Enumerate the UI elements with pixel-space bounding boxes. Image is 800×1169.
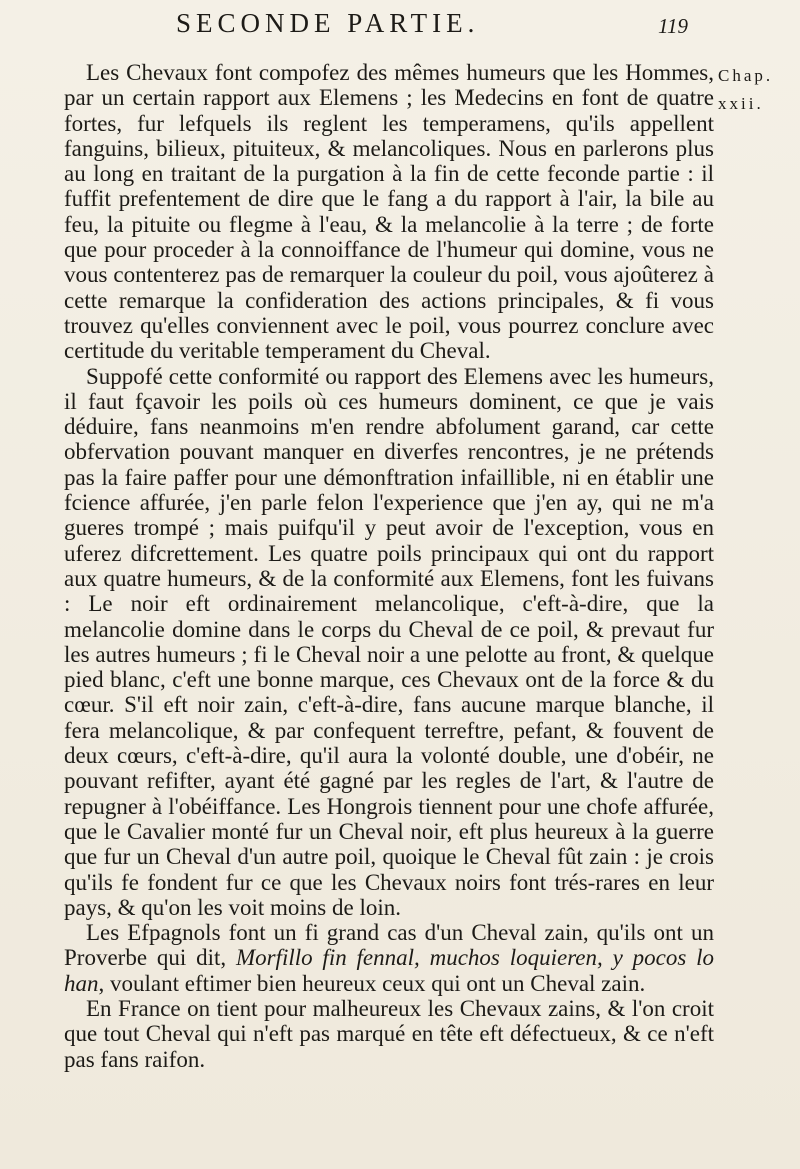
paragraph-1 [64, 60, 714, 364]
paragraph-4-text: En France on tient pour malheureux les Chevaux zains, & l'on croit que tout Cheval qui n'eft pas marqué en tête eft défectueux, & ce n'eft pas fans raifon. [64, 995, 714, 1072]
chapter-margin-note [718, 62, 796, 118]
paragraph-3 [64, 920, 714, 996]
spanish-proverb: Morfillo fin fennal, muchos loquieren, y pocos lo han [64, 945, 714, 996]
body-text [64, 60, 714, 1072]
margin-note-line-1: Chap. [718, 66, 774, 85]
paragraph-3-text: Les Efpagnols font un fi grand cas d'un Cheval zain, qu'ils ont un Proverbe qui dit, [64, 920, 714, 971]
paragraph-4 [64, 996, 714, 1072]
margin-note-line-2: xxii. [718, 94, 764, 113]
paragraph-2 [64, 364, 714, 921]
paragraph-3-text-end: , voulant eftimer bien heureux ceux qui ont un Cheval zain. [98, 970, 646, 996]
page-number: 119 [658, 14, 688, 38]
running-title: SECONDE PARTIE. [176, 8, 480, 38]
paragraph-1-text: Les Chevaux font compofez des mêmes humeurs que les Hommes, par un certain rapport aux Elemens ; les Medecins en font de quatre fortes, fur lefquels ils reglent les temperamens, qu'ils appellent fanguins, bilieux, pituiteux, & melancoliques. Nous en parlerons plus au long en traitant de la purgation à la fin de cette feconde partie : il fuffit prefentement de dire que le fang a du rapport à l'air, la bile au feu, la pituite ou flegme à l'eau, & la melancolie à la terre ; de forte que pour proceder à la connoiffance de l'humeur qui domine, vous ne vous contenterez pas de remarquer la couleur du poil, vous ajoûterez à cette remarque la confideration des actions principales, & fi vous trouvez qu'elles conviennent avec le poil, vous pourrez conclure avec certitude du veritable temperament du Cheval. [64, 60, 714, 364]
paragraph-2-text: Suppofé cette conformité ou rapport des Elemens avec les humeurs, il faut fçavoir les poils où ces humeurs dominent, ce que je vais déduire, fans neanmoins m'en rendre abfolument garand, car cette obfervation pouvant manquer en diverfes rencontres, je ne prétends pas la faire paffer pour une démonftration infaillible, ni en établir une fcience affurée, j'en parle felon l'experience que j'en ay, qui ne m'a gueres trompé ; mais puifqu'il y peut avoir de l'exception, vous en uferez difcrettement. Les quatre poils principaux qui ont du rapport aux quatre humeurs, & de la conformité aux Elemens, font les fuivans : Le noir eft ordinairement melancolique, c'eft-à-dire, que la melancolie domine dans le corps du Cheval de ce poil, & prevaut fur les autres humeurs ; fi le Cheval noir a une pelotte au front, & quelque pied blanc, c'eft une bonne marque, ces Chevaux ont de la force & du cœur. S'il eft noir zain, c'eft-à-dire, fans aucune marque blanche, il fera melancolique, & par confequent terreftre, pefant, & fouvent de deux cœurs, c'eft-à-dire, qu'il aura la volonté double, une d'obéir, ne pouvant refifter, ayant été gagné par les regles de l'art, & l'autre de repugner à l'obéiffance. Les Hongrois tiennent pour une chofe affurée, que le Cavalier monté fur un Cheval noir, eft plus heureux à la guerre que fur un Cheval d'un autre poil, quoique le Cheval fût zain : je crois qu'ils fe fondent fur ce que les Chevaux noirs font trés-rares en leur pays, & qu'on les voit moins de loin. [64, 363, 714, 920]
